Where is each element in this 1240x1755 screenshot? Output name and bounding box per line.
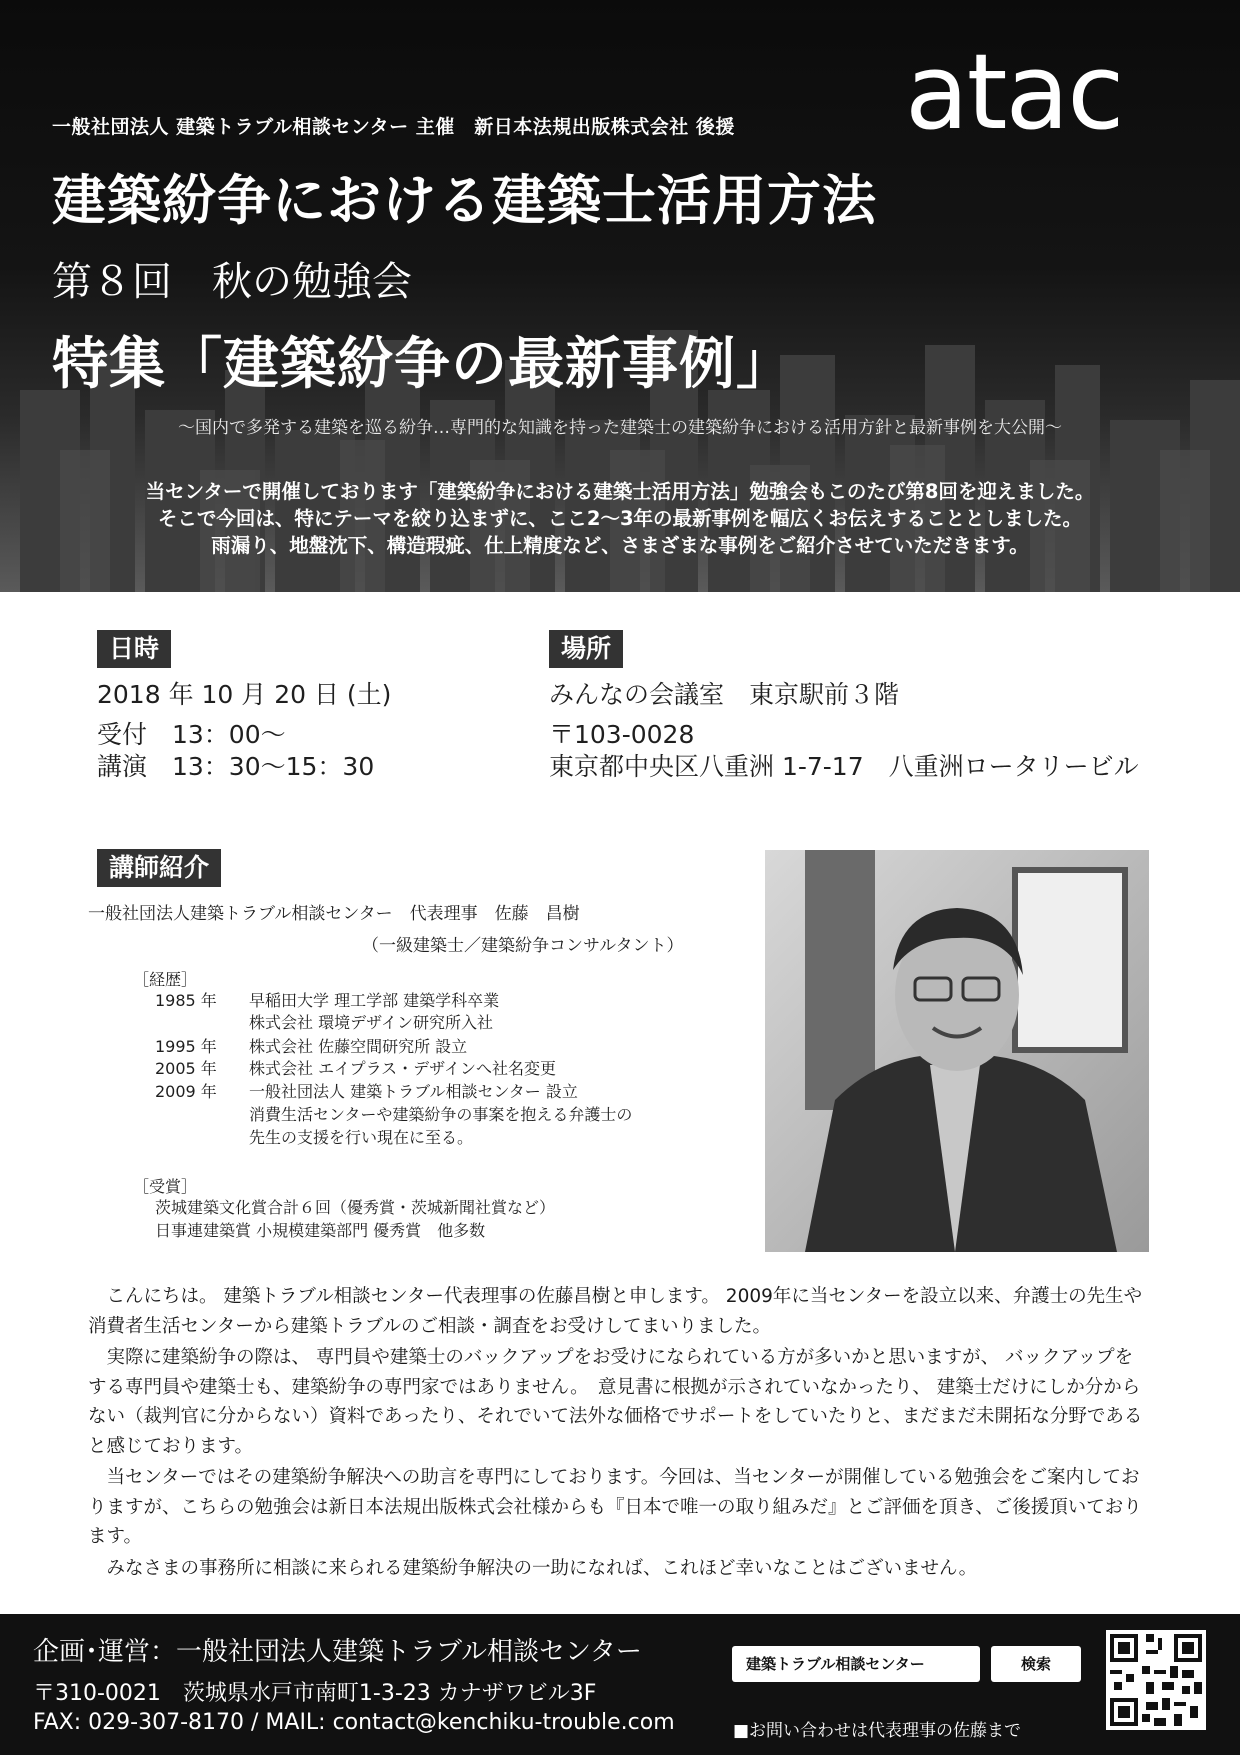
speaker-label: 講師紹介 (97, 849, 221, 887)
footer-address: 〒310-0021 茨城県水戸市南町1-3-23 カナザワビル3F (33, 1681, 597, 1706)
career-row (155, 1127, 473, 1149)
speaker-name: 一般社団法人建築トラブル相談センター 代表理事 佐藤 昌樹 (88, 904, 580, 924)
search-box[interactable]: 建築トラブル相談センター (732, 1646, 980, 1682)
career-text: 早稲田大学 理工学部 建築学科卒業 (249, 991, 500, 1010)
career-text: 消費生活センターや建築紛争の事案を抱える弁護士の (249, 1105, 633, 1124)
page-title: 建築紛争における建築士活用方法 (52, 169, 877, 232)
search-button[interactable]: 検索 (991, 1646, 1081, 1682)
career-text: 先生の支援を行い現在に至る。 (249, 1128, 474, 1147)
reception-time: 受付 13：00～ (97, 720, 286, 749)
event-date: 2018 年 10 月 20 日 (土) (97, 680, 392, 709)
footer-contact-note: ■お問い合わせは代表理事の佐藤まで (733, 1721, 1022, 1741)
career-year: 2005 年 (155, 1059, 217, 1078)
atac-logo (905, 48, 1190, 138)
message-paragraph: 実際に建築紛争の際は、 専門員や建築士のバックアップをお受けになられている方が多いかと思いますが、 バックアップをする専門員や建築士も、建築紛争の専門家ではありません。 意見書に根拠が示されていなかったり、 建築士だけにしか分からない（裁判官に分からない）資料であったり、それでいて法外な価格でサポートをしていたりと、まだまだ未開拓な分野であると感じております。 (88, 1347, 1143, 1457)
award-item: 日事連建築賞 小規模建築部門 優秀賞 他多数 (155, 1221, 486, 1240)
career-text: 株式会社 環境デザイン研究所入社 (249, 1013, 493, 1032)
career-row (155, 1012, 493, 1034)
speaker-photo (765, 850, 1149, 1252)
career-text: 一般社団法人 建築トラブル相談センター 設立 (249, 1082, 578, 1101)
tagline: ～国内で多発する建築を巡る紛争…専門的な知識を持った建築士の建築紛争における活用方針と最新事例を大公開～ (178, 418, 1062, 438)
feature-title: 特集「建築紛争の最新事例」 (52, 332, 793, 397)
career-year: 1985 年 (155, 991, 217, 1010)
career-year: 2009 年 (155, 1082, 217, 1101)
date-label: 日時 (97, 630, 171, 668)
footer (0, 1614, 1240, 1755)
hero-banner (0, 0, 1240, 592)
venue-name: みんなの会議室 東京駅前３階 (549, 680, 900, 709)
career-row (155, 1104, 632, 1126)
career-text: 株式会社 佐藤空間研究所 設立 (249, 1037, 468, 1056)
awards-heading: ［受賞］ (133, 1177, 198, 1196)
intro-line: 雨漏り、地盤沈下、構造瑕疵、仕上精度など、さまざまな事例をご紹介させていただきます。 (211, 534, 1029, 557)
footer-contact: FAX: 029-307-8170 / MAIL: contact@kenchiku-trouble.com (33, 1710, 675, 1735)
message-paragraph: みなさまの事務所に相談に来られる建築紛争解決の一助になれば、これほど幸いなことはございません。 (106, 1557, 978, 1579)
speaker-qualifications: （一級建築士／建築紛争コンサルタント） (362, 936, 684, 956)
career-row (155, 1058, 556, 1080)
session-subtitle: 第８回 秋の勉強会 (52, 259, 412, 305)
place-label: 場所 (549, 630, 623, 668)
career-row (155, 990, 499, 1012)
venue-address: 東京都中央区八重洲 1-7-17 八重洲ロータリービル (549, 752, 1139, 781)
intro-line: そこで今回は、特にテーマを絞り込まずに、ここ2～3年の最新事例を幅広くお伝えすることとしました。 (157, 507, 1083, 530)
intro-text (0, 478, 1240, 559)
message-paragraph: こんにちは。 建築トラブル相談センター代表理事の佐藤昌樹と申します。 2009年に当センターを設立以来、弁護士の先生や消費者生活センターから建築トラブルのご相談・調査をお受けしてまいりました。 (88, 1286, 1143, 1337)
message-paragraph: 当センターではその建築紛争解決への助言を専門にしております。今回は、当センターが開催している勉強会をご案内しておりますが、こちらの勉強会は新日本法規出版株式会社様からも『日本で唯一の取り組みだ』とご評価を頂き、ご後援頂いております。 (88, 1467, 1142, 1547)
career-row (155, 1081, 578, 1103)
venue-postal-code: 〒103-0028 (549, 720, 695, 749)
greeting-message (88, 1282, 1148, 1585)
career-heading: ［経歴］ (133, 970, 198, 989)
career-text: 株式会社 エイプラス・デザインへ社名変更 (249, 1059, 557, 1078)
career-row (155, 1036, 467, 1058)
award-item: 茨城建築文化賞合計６回（優秀賞・茨城新聞社賞など） (155, 1198, 556, 1217)
footer-operator: 企画･運営：一般社団法人建築トラブル相談センター (33, 1637, 642, 1667)
svg-text:atac: atac (905, 48, 1123, 138)
qr-code-icon[interactable] (1106, 1630, 1206, 1730)
intro-line: 当センターで開催しております「建築紛争における建築士活用方法」勉強会もこのたび第8回を迎えました。 (145, 480, 1095, 503)
lecture-time: 講演 13：30～15：30 (97, 752, 375, 781)
organizers-line: 一般社団法人 建築トラブル相談センター 主催 新日本法規出版株式会社 後援 (52, 116, 735, 138)
career-year: 1995 年 (155, 1037, 217, 1056)
